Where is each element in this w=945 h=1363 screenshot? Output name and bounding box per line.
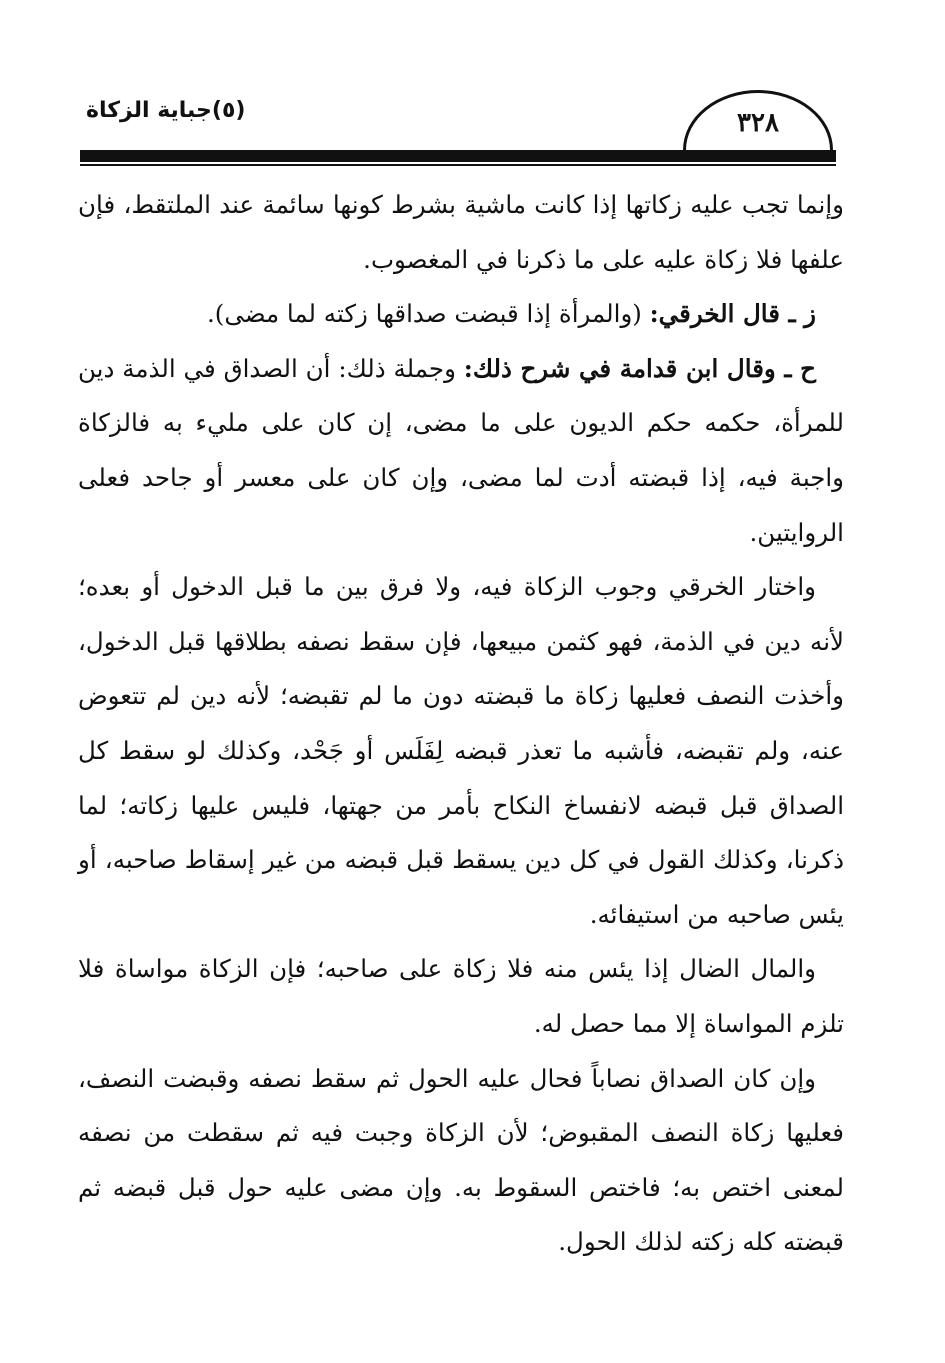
page-header	[0, 0, 945, 170]
paragraph-2	[78, 287, 844, 342]
paragraph-4	[78, 560, 844, 942]
paragraph-6-text: وإن كان الصداق نصاباً فحال عليه الحول ثم سقط نصفه وقبضت النصف، فعليها زكاة النصف المقبوض؛ لأن الزكاة وجبت فيه ثم سقطت من نصفه لمعنى اختص به؛ فاختص السقوط به. وإن مضى عليه حول قبل قبضه ثم قبضته كله زكته لذلك الحول.	[78, 1063, 844, 1257]
paragraph-2-text: (والمرأة إذا قبضت صداقها زكته لما مضى).	[207, 299, 650, 329]
paragraph-2-lead: ز ـ قال الخرقي:	[649, 299, 816, 329]
paragraph-3-lead: ح ـ وقال ابن قدامة في شرح ذلك:	[463, 353, 816, 383]
paragraph-5	[78, 942, 844, 1051]
header-rule-thin	[80, 164, 836, 166]
header-rule-thick	[80, 150, 836, 162]
paragraph-1	[78, 178, 844, 287]
paragraph-5-text: والمال الضال إذا يئس منه فلا زكاة على صاحبه؛ فإن الزكاة مواساة فلا تلزم المواساة إلا مما حصل له.	[78, 954, 844, 1038]
book-title: (٥)جباية الزكاة	[86, 98, 246, 123]
paragraph-6	[78, 1052, 844, 1270]
paragraph-3-text: وجملة ذلك: أن الصداق في الذمة دين للمرأة، حكمه حكم الديون على ما مضى، إن كان على مليء به فالزكاة واجبة فيه، إذا قبضته أدت لما مضى، وإن كان على معسر أو جاحد فعلى الروايتين.	[78, 353, 844, 547]
page-body	[78, 178, 844, 1270]
page-number: ٣٢٨	[737, 108, 779, 138]
paragraph-1-text: وإنما تجب عليه زكاتها إذا كانت ماشية بشرط كونها سائمة عند الملتقط، فإن علفها فلا زكاة عليه على ما ذكرنا في المغصوب.	[78, 190, 844, 274]
paragraph-4-text: واختار الخرقي وجوب الزكاة فيه، ولا فرق بين ما قبل الدخول أو بعده؛ لأنه دين في الذمة، فهو كثمن مبيعها، فإن سقط نصفه بطلاقها قبل الدخول، وأخذت النصف فعليها زكاة ما قبضته دون ما لم تقبضه؛ لأنه دين لم تتعوض عنه، ولم تقبضه، فأشبه ما تعذر قبضه لِفَلَس أو جَحْد، وكذلك لو سقط كل الصداق قبل قبضه لانفساخ النكاح بأمر من جهتها، فليس عليها زكاته؛ لما ذكرنا، وكذلك القول في كل دين يسقط قبل قبضه من غير إسقاط صاحبه، أو يئس صاحبه من استيفائه.	[78, 572, 844, 929]
paragraph-3	[78, 342, 844, 560]
